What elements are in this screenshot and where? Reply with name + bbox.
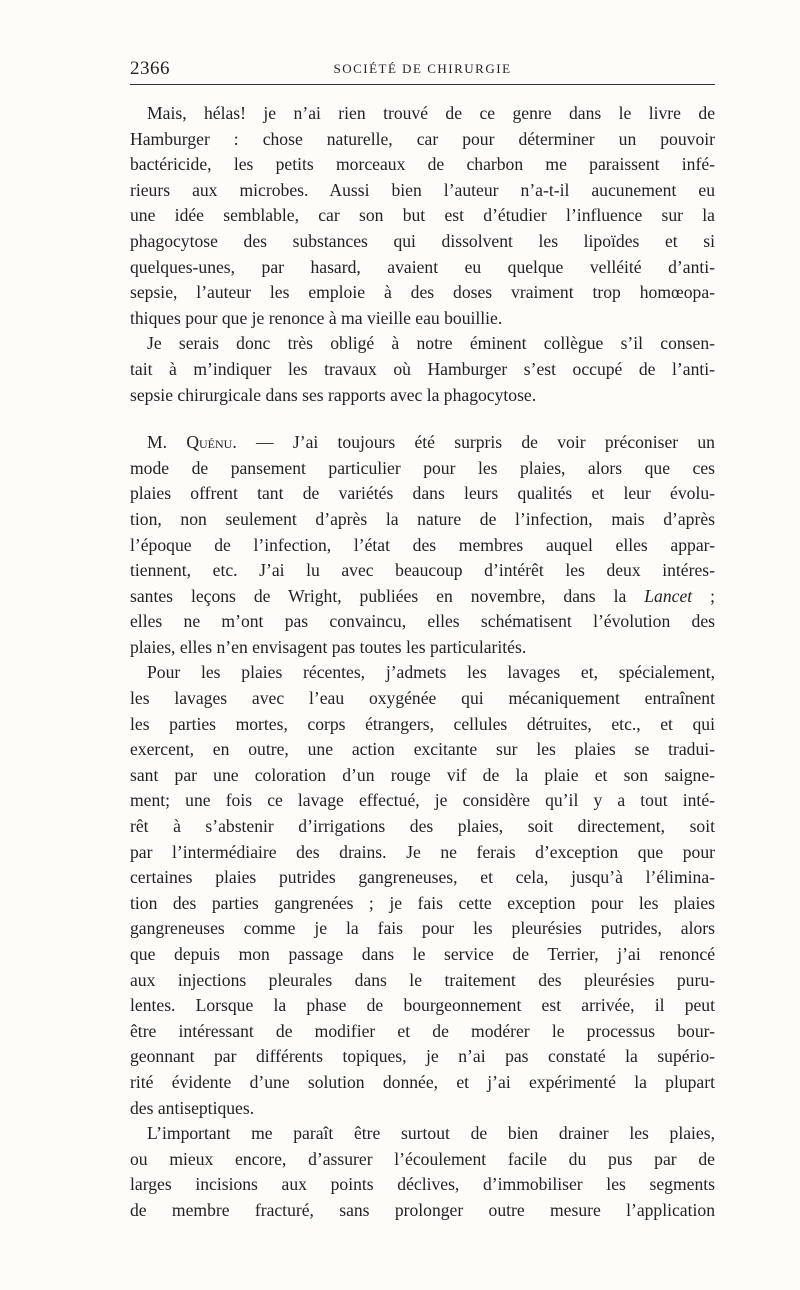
text-line: les lavages avec l’eau oxygénée qui mécaniquement entraînent — [130, 688, 715, 709]
text-fragment: santes leçons de Wright, publiées en novembre, dans la — [130, 585, 627, 606]
speaker-prefix: M. — [147, 432, 187, 453]
paragraph-spacer — [130, 408, 715, 430]
text-line: Hamburger : chose naturelle, car pour déterminer un pouvoir — [130, 128, 715, 149]
text-line: tion des parties gangrenées ; je fais cette exception pour les plaies — [130, 892, 715, 913]
text-line: tion, non seulement d’après la nature de l’infection, mais d’après — [130, 508, 715, 529]
speaker-name: Quénu — [186, 432, 233, 453]
text-line: thiques pour que je renonce à ma vieille eau bouillie. — [130, 307, 503, 328]
text-line: par l’intermédiaire des drains. Je ne ferais d’exception que pour — [130, 841, 715, 862]
text-line: ment; une fois ce lavage effectué, je considère qu’il y a tout inté- — [130, 790, 715, 811]
text-line: sepsie chirurgicale dans ses rapports avec la phagocytose. — [130, 384, 537, 405]
text-line: les parties mortes, corps étrangers, cellules détruites, etc., et qui — [130, 713, 715, 734]
page — [130, 58, 715, 1224]
text-line: quelques-unes, par hasard, avaient eu quelque velléité d’anti- — [130, 256, 715, 277]
body-text — [130, 101, 715, 1224]
paragraph — [130, 660, 715, 1121]
text-line: geonnant par différents topiques, je n’ai pas constaté la supério- — [130, 1046, 715, 1067]
text-line: tiennent, etc. J’ai lu avec beaucoup d’intérêt les deux intéres- — [130, 560, 715, 581]
text-line: gangreneuses comme je la fais pour les pleurésies putrides, alors — [130, 918, 715, 939]
text-line — [130, 584, 715, 610]
text-line — [130, 430, 715, 456]
running-head: SOCIÉTÉ DE CHIRURGIE — [333, 61, 512, 76]
text-fragment: . — J’ai toujours été surpris de voir préconiser un — [232, 432, 715, 453]
text-line: larges incisions aux points déclives, d’immobiliser les segments — [130, 1174, 715, 1195]
text-line: l’époque de l’infection, l’état des membres auquel elles appar- — [130, 534, 715, 555]
text-fragment: ; — [692, 585, 715, 606]
text-line: une idée semblable, car son but est d’étudier l’influence sur la — [130, 205, 715, 226]
text-line: des antiseptiques. — [130, 1097, 255, 1118]
text-line: plaies, elles n’en envisagent pas toutes les particularités. — [130, 636, 527, 657]
text-line: exercent, en outre, une action excitante sur les plaies se tradui- — [130, 739, 715, 760]
text-line: sepsie, l’auteur les emploie à des doses vraiment trop homœopa- — [130, 282, 715, 303]
text-line: tait à m’indiquer les travaux où Hamburger s’est occupé de l’anti- — [130, 358, 715, 379]
page-header — [130, 58, 715, 85]
text-line: Mais, hélas! je n’ai rien trouvé de ce genre dans le livre de — [147, 103, 715, 123]
text-line: ou mieux encore, d’assurer l’écoulement facile du pus par de — [130, 1148, 715, 1169]
text-line: rieurs aux microbes. Aussi bien l’auteur n’a-t-il aucunement eu — [130, 179, 715, 200]
text-line: L’important me paraît être surtout de bien drainer les plaies, — [147, 1123, 715, 1144]
journal-title: Lancet — [644, 585, 693, 606]
text-line: certaines plaies putrides gangreneuses, et cela, jusqu’à l’élimina- — [130, 867, 715, 888]
paragraph — [130, 331, 715, 408]
text-line: lentes. Lorsque la phase de bourgeonnement est arrivée, il peut — [130, 995, 715, 1016]
text-line: que depuis mon passage dans le service de Terrier, j’ai renoncé — [130, 944, 715, 964]
text-line: aux injections pleurales dans le traitement des pleurésies puru- — [130, 969, 715, 990]
text-line: rêt à s’abstenir d’irrigations des plaies, soit directement, soit — [130, 816, 715, 837]
text-line: elles ne m’ont pas convaincu, elles schématisent l’évolution des — [130, 611, 715, 632]
paragraph — [130, 1121, 715, 1223]
text-line: plaies offrent tant de variétés dans leurs qualités et leur évolu- — [130, 483, 715, 504]
text-line: Pour les plaies récentes, j’admets les lavages et, spécialement, — [147, 662, 715, 683]
paragraph — [130, 430, 715, 660]
text-line: de membre fracturé, sans prolonger outre mesure l’application — [130, 1199, 715, 1220]
page-number: 2366 — [130, 58, 170, 79]
text-line: mode de pansement particulier pour les plaies, alors que ces — [130, 457, 715, 478]
text-line: phagocytose des substances qui dissolvent les lipoïdes et si — [130, 230, 715, 251]
text-line: bactéricide, les petits morceaux de charbon me paraissent infé- — [130, 154, 715, 175]
text-line: rité évidente d’une solution donnée, et j’ai expérimenté la plupart — [130, 1071, 715, 1092]
paragraph — [130, 101, 715, 331]
text-line: Je serais donc très obligé à notre éminent collègue s’il consen- — [147, 333, 715, 354]
text-line: être intéressant de modifier et de modérer le processus bour- — [130, 1020, 715, 1041]
text-line: sant par une coloration d’un rouge vif de la plaie et son saigne- — [130, 764, 715, 785]
